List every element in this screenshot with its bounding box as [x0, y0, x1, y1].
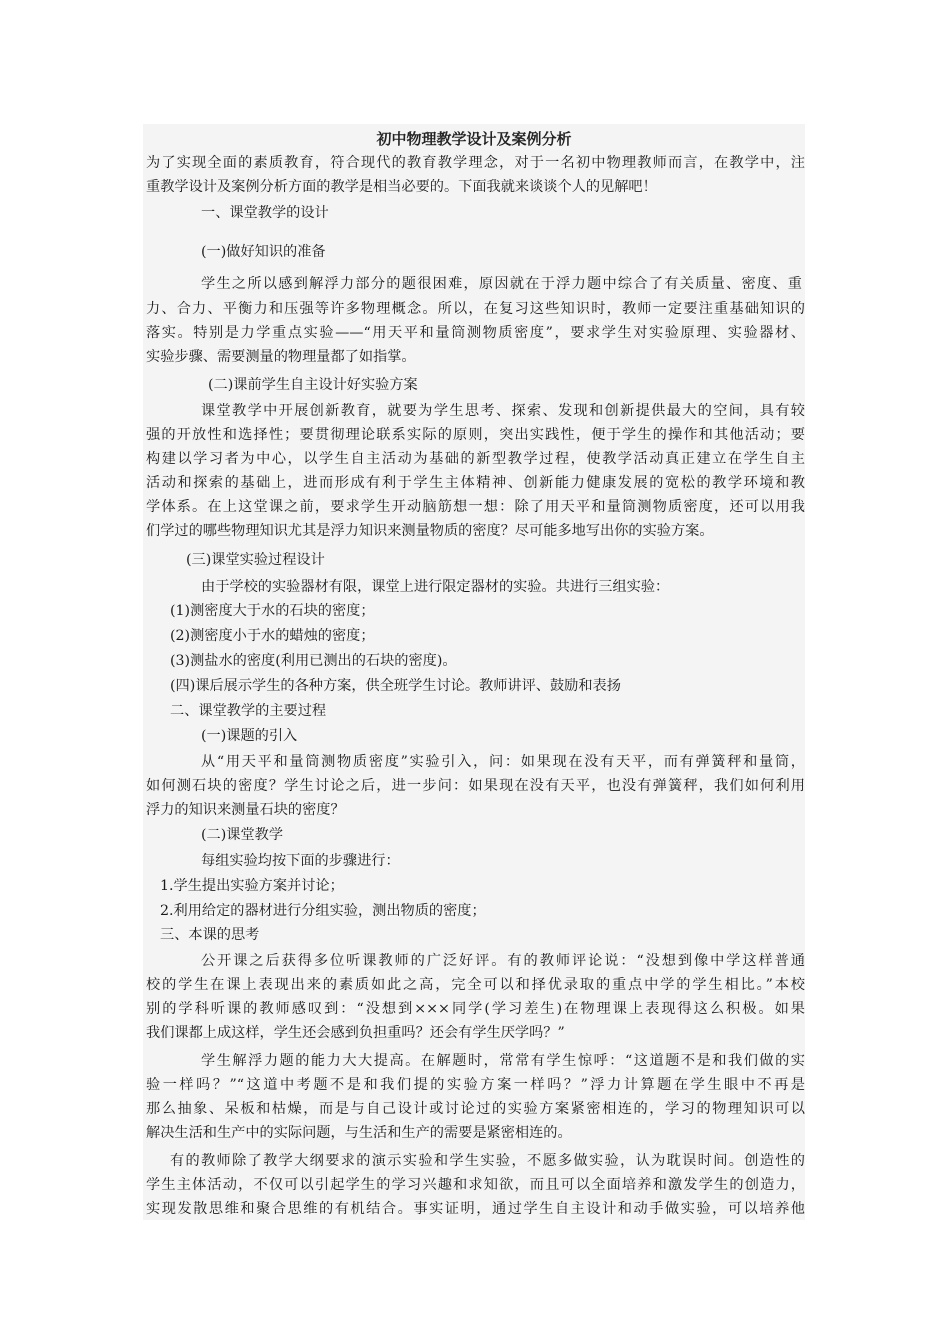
- text-line: 验一样吗？”“这道中考题不是和我们提的实验方案一样吗？”浮力计算题在学生眼中不再是: [146, 1077, 805, 1093]
- text-line: 我们课都上成这样，学生还会感到负担重吗？还会有学生厌学吗？”: [146, 1025, 565, 1041]
- text-line: 如何测石块的密度？学生讨论之后，进一步问：如果现在没有天平，也没有弹簧秤，我们如何利用: [146, 778, 805, 794]
- text-line: (三)课堂实验过程设计: [186, 552, 325, 568]
- text-line: 重教学设计及案例分析方面的教学是相当必要的。下面我就来谈谈个人的见解吧！: [146, 179, 657, 195]
- text-line: 力、合力、平衡力和压强等许多物理概念。所以，在复习这些知识时，教师一定要注重基础知识的: [146, 301, 805, 317]
- text-line: 活动和探索的基础上，进而形成有利于学生主体精神、创新能力健康发展的宽松的教学环境和教: [146, 475, 805, 491]
- text-line: 浮力的知识来测量石块的密度？: [146, 802, 345, 818]
- text-line: 学生解浮力题的能力大大提高。在解题时，常常有学生惊呼：“这道题不是和我们做的实: [201, 1053, 805, 1069]
- article-title: 初中物理教学设计及案例分析: [376, 130, 572, 148]
- text-line: 们学过的哪些物理知识尤其是浮力知识来测量物质的密度？尽可能多地写出你的实验方案。: [146, 523, 714, 539]
- text-line: 公开课之后获得多位听课教师的广泛好评。有的教师评论说：“没想到像中学这样普通: [201, 953, 805, 969]
- text-line: 1.学生提出实验方案并讨论；: [160, 878, 344, 894]
- text-line: 2.利用给定的器材进行分组实验，测出物质的密度；: [160, 903, 486, 919]
- text-line: 解决生活和生产中的实际问题，与生活和生产的需要是紧密相连的。: [146, 1125, 572, 1141]
- text-line: (二)课堂教学: [201, 827, 284, 843]
- text-line: 学生之所以感到解浮力部分的题很困难，原因就在于浮力题中综合了有关质量、密度、重: [201, 276, 802, 292]
- text-line: 实验步骤、需要测量的物理量都了如指掌。: [146, 349, 416, 365]
- text-line: 校的学生在课上表现出来的素质如此之高，完全可以和择优录取的重点中学的学生相比。”本校: [146, 977, 805, 993]
- text-line: 强的开放性和选择性；要贯彻理论联系实际的原则，突出实践性，便于学生的操作和其他活动；要: [146, 427, 805, 443]
- text-line: (二)课前学生自主设计好实验方案: [208, 377, 418, 393]
- text-line: (2)测密度小于水的蜡烛的密度；: [170, 628, 375, 644]
- text-line: 一、课堂教学的设计: [201, 205, 329, 221]
- text-line: (1)测密度大于水的石块的密度；: [170, 603, 375, 619]
- text-line: 那么抽象、呆板和枯燥，而是与自己设计或讨论过的实验方案紧密相连的，学习的物理知识可以: [146, 1101, 805, 1117]
- text-line: 每组实验均按下面的步骤进行：: [201, 853, 400, 869]
- text-line: 课堂教学中开展创新教育，就要为学生思考、探索、发现和创新提供最大的空间，具有较: [201, 403, 805, 419]
- text-line: 学体系。在上这堂课之前，要求学生开动脑筋想一想：除了用天平和量筒测物质密度，还可以用我: [146, 499, 805, 515]
- text-line: 实现发散思维和聚合思维的有机结合。事实证明，通过学生自主设计和动手做实验，可以培养他: [146, 1201, 805, 1217]
- text-line: 别的学科听课的教师感叹到：“没想到×××同学(学习差生)在物理课上表现得这么积极。如果: [146, 1001, 805, 1017]
- text-line: 学生主体活动，不仅可以引起学生的学习兴趣和求知欲，而且可以全面培养和激发学生的创造力，: [146, 1177, 805, 1193]
- text-line: 由于学校的实验器材有限，课堂上进行限定器材的实验。共进行三组实验：: [201, 579, 670, 595]
- text-line: (四)课后展示学生的各种方案，供全班学生讨论。教师讲评、鼓励和表扬: [170, 678, 621, 694]
- text-line: 有的教师除了教学大纲要求的演示实验和学生实验，不愿多做实验，认为耽误时间。创造性的: [170, 1153, 805, 1169]
- text-line: (一)做好知识的准备: [201, 244, 326, 260]
- text-line: 二、课堂教学的主要过程: [170, 703, 327, 719]
- text-line: 三、本课的思考: [160, 927, 260, 943]
- text-line: 构建以学习者为中心，以学生自主活动为基础的新型教学过程，使教学活动真正建立在学生自主: [146, 451, 805, 467]
- article-body: [143, 124, 805, 1220]
- text-line: (3)测盐水的密度(利用已测出的石块的密度)。: [170, 653, 457, 669]
- text-line: 从“用天平和量筒测物质密度”实验引入，问：如果现在没有天平，而有弹簧秤和量筒，: [201, 754, 805, 770]
- text-line: 为了实现全面的素质教育，符合现代的教育教学理念，对于一名初中物理教师而言，在教学中，注: [146, 155, 805, 171]
- text-line: 落实。特别是力学重点实验——“用天平和量筒测物质密度”，要求学生对实验原理、实验器材、: [146, 325, 805, 341]
- text-line: (一)课题的引入: [201, 728, 298, 744]
